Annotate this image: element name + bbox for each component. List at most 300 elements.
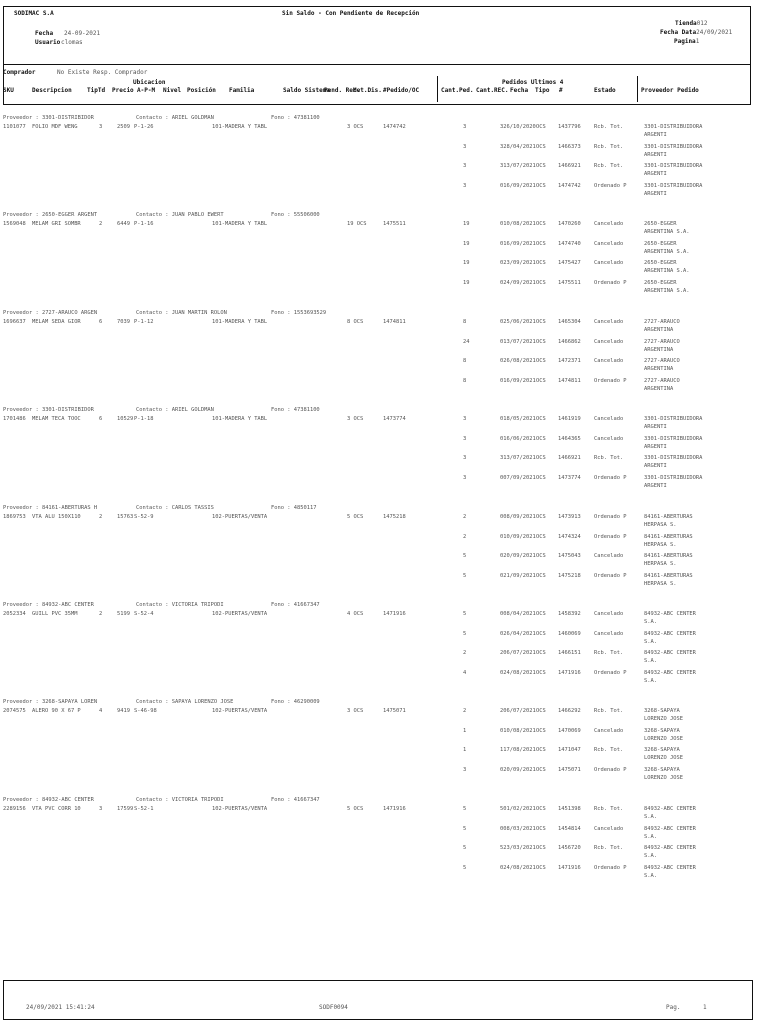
- col-pedidos-ultimos: Pedidos Ultimos 4: [502, 79, 564, 86]
- order-provider-cont: ARGENTI: [644, 191, 667, 197]
- order-date: 016/09/2021: [500, 378, 536, 384]
- order-provider: 2650-EGGER: [644, 241, 677, 247]
- item-sku: 1101077: [3, 124, 26, 130]
- footer-report-code: SODF0094: [319, 1004, 348, 1011]
- provider-phone: Fono : 47381100: [271, 407, 320, 413]
- fecha-data-value: 24/09/2021: [696, 29, 733, 36]
- col-proveedor-pedido: Proveedor Pedido: [641, 87, 699, 94]
- col-nivel: Nivel: [163, 87, 182, 94]
- order-type: OCS: [536, 124, 546, 130]
- item-type: 3: [99, 806, 103, 812]
- order-date: 008/09/2021: [500, 514, 536, 520]
- order-number: 1465304: [558, 319, 581, 325]
- order-status: Ordenado P: [594, 534, 627, 540]
- order-date: 024/08/2021: [500, 865, 536, 871]
- item-order-number: 1475071: [383, 708, 406, 714]
- item-description: ALERO 90 X 67 P: [32, 708, 81, 714]
- order-provider-cont: HERPASA S.: [644, 561, 677, 567]
- order-status: Rcb. Tot.: [594, 747, 624, 753]
- item-family: 101-MADERA Y TABL: [212, 221, 268, 227]
- order-provider-cont: S.A.: [644, 873, 657, 879]
- item-family: 101-MADERA Y TABL: [212, 319, 268, 325]
- order-quantity: 19: [463, 260, 470, 266]
- item-sku: 1869753: [3, 514, 26, 520]
- order-provider-cont: ARGENTINA S.A.: [644, 229, 690, 235]
- order-quantity: 5: [463, 631, 467, 637]
- order-provider-cont: S.A.: [644, 853, 657, 859]
- order-date: 206/07/2021: [500, 708, 536, 714]
- order-provider: 3301-DISTRIBUIDORA: [644, 163, 703, 169]
- orders-section-divider: [437, 76, 438, 102]
- order-provider: 84932-ABC CENTER: [644, 631, 696, 637]
- order-provider-cont: ARGENTINA: [644, 366, 674, 372]
- fecha-data-field: [660, 29, 732, 37]
- order-date: 010/09/2021: [500, 534, 536, 540]
- provider-name: Proveedor : 2650-EGGER ARGENT: [3, 212, 98, 218]
- provider-phone: Fono : 41667347: [271, 602, 320, 608]
- item-family: 101-MADERA Y TABL: [212, 416, 268, 422]
- col-pend-rec: Pend. Rec.: [324, 87, 361, 94]
- order-quantity: 8: [463, 358, 467, 364]
- order-date: 501/02/2021: [500, 806, 536, 812]
- order-provider: 84932-ABC CENTER: [644, 826, 696, 832]
- order-provider: 3301-DISTRIBUIDORA: [644, 455, 703, 461]
- company-name: SODIMAC S.A: [14, 10, 54, 17]
- order-number: 1473774: [558, 475, 581, 481]
- col-met-dis: Met.Dis.: [353, 87, 382, 94]
- order-quantity: 19: [463, 221, 470, 227]
- order-provider: 84932-ABC CENTER: [644, 865, 696, 871]
- footer-frame: [3, 980, 753, 1020]
- item-location: S-46-98: [134, 708, 157, 714]
- order-provider: 3301-DISTRIBUIDORA: [644, 475, 703, 481]
- pagina-value: 1: [695, 38, 700, 45]
- order-provider: 2727-ARAUCO: [644, 358, 680, 364]
- col-fecha: Fecha: [510, 87, 529, 94]
- order-date: 024/08/2021: [500, 670, 536, 676]
- order-status: Ordenado P: [594, 280, 627, 286]
- order-quantity: 24: [463, 339, 470, 345]
- provider-name: Proveedor : 3301-DISTRIBIDOR: [3, 407, 94, 413]
- order-date: 313/07/2021: [500, 163, 536, 169]
- order-date: 117/08/2021: [500, 747, 536, 753]
- item-description: MELAM GRI SOMBR: [32, 221, 81, 227]
- provider-contact: Contacto : SAPAYA LORENZO JOSE: [136, 699, 234, 705]
- col-ubicacion: Ubicacion: [133, 79, 166, 86]
- item-type: 6: [99, 416, 103, 422]
- col-tiptd: TipTd: [87, 87, 106, 94]
- order-type: OCS: [536, 573, 546, 579]
- item-pending: 4 OCS: [347, 611, 364, 617]
- order-number: 1437796: [558, 124, 581, 130]
- order-date: 013/07/2021: [500, 339, 536, 345]
- order-status: Ordenado P: [594, 183, 627, 189]
- order-type: OCS: [536, 650, 546, 656]
- order-date: 024/09/2021: [500, 280, 536, 286]
- order-status: Cancelado: [594, 416, 624, 422]
- item-type: 3: [99, 124, 103, 130]
- item-price: 9419: [117, 708, 130, 714]
- provider-contact: Contacto : ARIEL GOLDMAN: [136, 115, 214, 121]
- order-quantity: 3: [463, 163, 467, 169]
- order-type: OCS: [536, 631, 546, 637]
- item-description: MELAM SEDA GIOR: [32, 319, 81, 325]
- item-pending: 8 OCS: [347, 319, 364, 325]
- order-provider-cont: ARGENTINA S.A.: [644, 249, 690, 255]
- order-provider: 3268-SAPAYA: [644, 767, 680, 773]
- order-date: 016/06/2021: [500, 436, 536, 442]
- provider-phone: Fono : 41667347: [271, 797, 320, 803]
- order-provider-cont: ARGENTI: [644, 444, 667, 450]
- order-type: OCS: [536, 708, 546, 714]
- order-status: Ordenado P: [594, 573, 627, 579]
- order-provider-cont: ARGENTINA: [644, 327, 674, 333]
- order-type: OCS: [536, 241, 546, 247]
- order-status: Ordenado P: [594, 865, 627, 871]
- item-description: VTA PVC CORR 10: [32, 806, 81, 812]
- order-provider: 84161-ABERTURAS: [644, 514, 693, 520]
- item-location: P-1-16: [134, 221, 154, 227]
- order-date: 026/04/2021: [500, 631, 536, 637]
- provider-phone: Fono : 4850117: [271, 505, 317, 511]
- provider-name: Proveedor : 3268-SAPAYA LOREN: [3, 699, 98, 705]
- order-provider: 2727-ARAUCO: [644, 378, 680, 384]
- order-type: OCS: [536, 455, 546, 461]
- order-number: 1466373: [558, 144, 581, 150]
- order-type: OCS: [536, 221, 546, 227]
- order-date: 326/10/2020: [500, 124, 536, 130]
- order-provider-cont: S.A.: [644, 658, 657, 664]
- item-sku: 1701486: [3, 416, 26, 422]
- order-provider-cont: ARGENTINA S.A.: [644, 268, 690, 274]
- col-familia: Familia: [229, 87, 255, 94]
- provider-contact: Contacto : VICTORIA TRIPODI: [136, 797, 224, 803]
- order-provider: 84161-ABERTURAS: [644, 573, 693, 579]
- item-type: 2: [99, 514, 103, 520]
- order-provider-cont: LORENZO JOSE: [644, 736, 683, 742]
- item-price: 15763: [117, 514, 134, 520]
- order-status: Cancelado: [594, 358, 624, 364]
- order-number: 1466921: [558, 163, 581, 169]
- order-provider: 3301-DISTRIBUIDORA: [644, 124, 703, 130]
- order-quantity: 4: [463, 670, 467, 676]
- footer-datetime: 24/09/2021 15:41:24: [26, 1004, 95, 1011]
- col-sku: SKU: [3, 87, 14, 94]
- usuario-label: Usuario: [35, 39, 61, 46]
- order-provider: 3301-DISTRIBUIDORA: [644, 183, 703, 189]
- order-type: OCS: [536, 514, 546, 520]
- order-provider-cont: ARGENTI: [644, 132, 667, 138]
- order-number: 1471916: [558, 670, 581, 676]
- item-order-number: 1471916: [383, 806, 406, 812]
- order-provider: 3268-SAPAYA: [644, 708, 680, 714]
- order-provider: 2650-EGGER: [644, 221, 677, 227]
- order-quantity: 2: [463, 708, 467, 714]
- order-provider-cont: LORENZO JOSE: [644, 755, 683, 761]
- pagina-label: Pagina: [674, 38, 696, 45]
- order-date: 016/09/2021: [500, 241, 536, 247]
- order-number: 1466292: [558, 708, 581, 714]
- item-location: P-1-18: [134, 416, 154, 422]
- item-family: 102-PUERTAS/VENTA: [212, 806, 268, 812]
- col-precio: Precio: [112, 87, 134, 94]
- col-num: #: [559, 87, 563, 94]
- col-descripcion: Descripcion: [32, 87, 72, 94]
- order-type: OCS: [536, 319, 546, 325]
- item-order-number: 1471916: [383, 611, 406, 617]
- col-pedido-oc: #Pedido/OC: [383, 87, 420, 94]
- provider-contact: Contacto : CARLOS TASSIS: [136, 505, 214, 511]
- header-divider: [3, 64, 750, 65]
- order-number: 1461919: [558, 416, 581, 422]
- provider-name: Proveedor : 3301-DISTRIBIDOR: [3, 115, 94, 121]
- order-status: Cancelado: [594, 611, 624, 617]
- order-provider: 84161-ABERTURAS: [644, 534, 693, 540]
- item-price: 6449: [117, 221, 130, 227]
- order-type: OCS: [536, 865, 546, 871]
- provider-column-divider: [637, 76, 638, 102]
- order-quantity: 2: [463, 534, 467, 540]
- order-provider: 84932-ABC CENTER: [644, 670, 696, 676]
- order-provider: 2650-EGGER: [644, 280, 677, 286]
- order-status: Cancelado: [594, 339, 624, 345]
- order-status: Rcb. Tot.: [594, 806, 624, 812]
- order-date: 010/08/2021: [500, 728, 536, 734]
- col-cant-ped: Cant.Ped.: [441, 87, 474, 94]
- order-provider: 3301-DISTRIBUIDORA: [644, 436, 703, 442]
- order-number: 1474811: [558, 378, 581, 384]
- order-date: 023/09/2021: [500, 260, 536, 266]
- order-quantity: 5: [463, 806, 467, 812]
- order-date: 008/03/2021: [500, 826, 536, 832]
- order-status: Cancelado: [594, 553, 624, 559]
- comprador-value: No Existe Resp. Comprador: [57, 69, 148, 76]
- order-quantity: 3: [463, 475, 467, 481]
- order-quantity: 5: [463, 826, 467, 832]
- order-provider: 84932-ABC CENTER: [644, 806, 696, 812]
- order-number: 1475511: [558, 280, 581, 286]
- comprador-label: Comprador: [3, 69, 36, 76]
- order-status: Rcb. Tot.: [594, 845, 624, 851]
- provider-contact: Contacto : JUAN MARTIN ROLON: [136, 310, 227, 316]
- order-number: 1454814: [558, 826, 581, 832]
- tienda-field: [675, 20, 708, 28]
- order-date: 026/08/2021: [500, 358, 536, 364]
- order-provider-cont: ARGENTI: [644, 424, 667, 430]
- order-status: Ordenado P: [594, 475, 627, 481]
- order-date: 018/05/2021: [500, 416, 536, 422]
- item-price: 17599: [117, 806, 134, 812]
- item-pending: 5 OCS: [347, 806, 364, 812]
- order-type: OCS: [536, 611, 546, 617]
- order-number: 1475427: [558, 260, 581, 266]
- order-quantity: 3: [463, 124, 467, 130]
- order-number: 1471047: [558, 747, 581, 753]
- order-status: Cancelado: [594, 631, 624, 637]
- order-quantity: 3: [463, 144, 467, 150]
- order-quantity: 2: [463, 650, 467, 656]
- order-quantity: 5: [463, 865, 467, 871]
- fecha-data-label: Fecha Data: [660, 29, 697, 36]
- order-quantity: 5: [463, 845, 467, 851]
- pagina-field: [674, 38, 699, 46]
- order-status: Cancelado: [594, 436, 624, 442]
- item-type: 6: [99, 319, 103, 325]
- order-date: 025/06/2021: [500, 319, 536, 325]
- order-provider-cont: LORENZO JOSE: [644, 716, 683, 722]
- order-quantity: 3: [463, 767, 467, 773]
- order-quantity: 3: [463, 416, 467, 422]
- order-date: 523/03/2021: [500, 845, 536, 851]
- order-quantity: 1: [463, 747, 467, 753]
- order-provider-cont: HERPASA S.: [644, 581, 677, 587]
- order-quantity: 5: [463, 611, 467, 617]
- item-location: S-52-9: [134, 514, 154, 520]
- order-date: 008/04/2021: [500, 611, 536, 617]
- order-provider: 3301-DISTRIBUIDORA: [644, 144, 703, 150]
- item-family: 102-PUERTAS/VENTA: [212, 708, 268, 714]
- order-number: 1456720: [558, 845, 581, 851]
- order-number: 1470069: [558, 728, 581, 734]
- order-type: OCS: [536, 436, 546, 442]
- item-type: 4: [99, 708, 103, 714]
- order-type: OCS: [536, 845, 546, 851]
- order-provider: 3268-SAPAYA: [644, 747, 680, 753]
- order-number: 1474740: [558, 241, 581, 247]
- order-type: OCS: [536, 260, 546, 266]
- order-provider: 3268-SAPAYA: [644, 728, 680, 734]
- order-type: OCS: [536, 747, 546, 753]
- order-type: OCS: [536, 728, 546, 734]
- order-quantity: 19: [463, 241, 470, 247]
- order-status: Cancelado: [594, 728, 624, 734]
- order-date: 021/09/2021: [500, 573, 536, 579]
- item-sku: 1569048: [3, 221, 26, 227]
- order-status: Ordenado P: [594, 378, 627, 384]
- item-type: 2: [99, 611, 103, 617]
- col-tipo: Tipo: [535, 87, 550, 94]
- item-location: P-1-26: [134, 124, 154, 130]
- order-type: OCS: [536, 183, 546, 189]
- order-date: 007/09/2021: [500, 475, 536, 481]
- order-provider-cont: ARGENTINA: [644, 347, 674, 353]
- order-provider-cont: ARGENTI: [644, 463, 667, 469]
- order-type: OCS: [536, 339, 546, 345]
- item-price: 2509: [117, 124, 130, 130]
- item-sku: 2289156: [3, 806, 26, 812]
- order-date: 010/08/2021: [500, 221, 536, 227]
- footer-page-value: 1: [703, 1004, 707, 1011]
- order-number: 1474742: [558, 183, 581, 189]
- order-date: 016/09/2021: [500, 183, 536, 189]
- order-quantity: 3: [463, 436, 467, 442]
- order-type: OCS: [536, 358, 546, 364]
- order-provider: 2727-ARAUCO: [644, 319, 680, 325]
- col-cant-rec: Cant.REC.: [476, 87, 509, 94]
- order-number: 1458392: [558, 611, 581, 617]
- order-date: 313/07/2021: [500, 455, 536, 461]
- item-price: 5199: [117, 611, 130, 617]
- order-number: 1470260: [558, 221, 581, 227]
- order-status: Rcb. Tot.: [594, 144, 624, 150]
- order-status: Ordenado P: [594, 670, 627, 676]
- order-number: 1474324: [558, 534, 581, 540]
- item-price: 10529: [117, 416, 134, 422]
- order-status: Cancelado: [594, 826, 624, 832]
- order-number: 1464365: [558, 436, 581, 442]
- order-type: OCS: [536, 416, 546, 422]
- order-type: OCS: [536, 553, 546, 559]
- order-provider: 2727-ARAUCO: [644, 339, 680, 345]
- provider-name: Proveedor : 84932-ABC CENTER: [3, 797, 94, 803]
- order-status: Rcb. Tot.: [594, 124, 624, 130]
- provider-name: Proveedor : 84932-ABC CENTER: [3, 602, 94, 608]
- order-number: 1475071: [558, 767, 581, 773]
- order-provider-cont: S.A.: [644, 619, 657, 625]
- order-status: Cancelado: [594, 319, 624, 325]
- order-provider: 2650-EGGER: [644, 260, 677, 266]
- order-quantity: 8: [463, 378, 467, 384]
- order-number: 1466862: [558, 339, 581, 345]
- item-pending: 3 OCS: [347, 124, 364, 130]
- fecha-value: 24-09-2021: [64, 30, 101, 37]
- order-provider: 3301-DISTRIBUIDORA: [644, 416, 703, 422]
- order-provider-cont: ARGENTINA: [644, 386, 674, 392]
- order-type: OCS: [536, 767, 546, 773]
- item-order-number: 1475218: [383, 514, 406, 520]
- item-type: 2: [99, 221, 103, 227]
- item-pending: 5 OCS: [347, 514, 364, 520]
- report-title: Sin Saldo - Con Pendiente de Recepción: [282, 10, 420, 17]
- provider-phone: Fono : 47381100: [271, 115, 320, 121]
- provider-phone: Fono : 55506000: [271, 212, 320, 218]
- order-date: 020/09/2021: [500, 767, 536, 773]
- item-pending: 3 OCS: [347, 708, 364, 714]
- order-provider-cont: S.A.: [644, 834, 657, 840]
- item-sku: 1696637: [3, 319, 26, 325]
- provider-contact: Contacto : JUAN PABLO EWERT: [136, 212, 224, 218]
- order-provider-cont: HERPASA S.: [644, 522, 677, 528]
- order-quantity: 3: [463, 455, 467, 461]
- order-quantity: 8: [463, 319, 467, 325]
- order-quantity: 5: [463, 553, 467, 559]
- order-number: 1473913: [558, 514, 581, 520]
- item-location: S-52-1: [134, 806, 154, 812]
- order-number: 1466921: [558, 455, 581, 461]
- item-description: MELAM TECA TOOC: [32, 416, 81, 422]
- order-quantity: 1: [463, 728, 467, 734]
- order-quantity: 2: [463, 514, 467, 520]
- order-provider-cont: S.A.: [644, 678, 657, 684]
- order-provider-cont: ARGENTI: [644, 171, 667, 177]
- item-description: VTA ALU 150X110: [32, 514, 81, 520]
- order-provider: 84161-ABERTURAS: [644, 553, 693, 559]
- item-pending: 3 OCS: [347, 416, 364, 422]
- order-date: 328/04/2021: [500, 144, 536, 150]
- order-number: 1460069: [558, 631, 581, 637]
- provider-phone: Fono : 1553693529: [271, 310, 327, 316]
- order-number: 1471916: [558, 865, 581, 871]
- col-estado: Estado: [594, 87, 616, 94]
- order-status: Rcb. Tot.: [594, 455, 624, 461]
- order-quantity: 3: [463, 183, 467, 189]
- item-family: 101-MADERA Y TABL: [212, 124, 268, 130]
- order-number: 1472371: [558, 358, 581, 364]
- order-status: Rcb. Tot.: [594, 708, 624, 714]
- order-type: OCS: [536, 378, 546, 384]
- order-provider-cont: ARGENTI: [644, 483, 667, 489]
- item-family: 102-PUERTAS/VENTA: [212, 611, 268, 617]
